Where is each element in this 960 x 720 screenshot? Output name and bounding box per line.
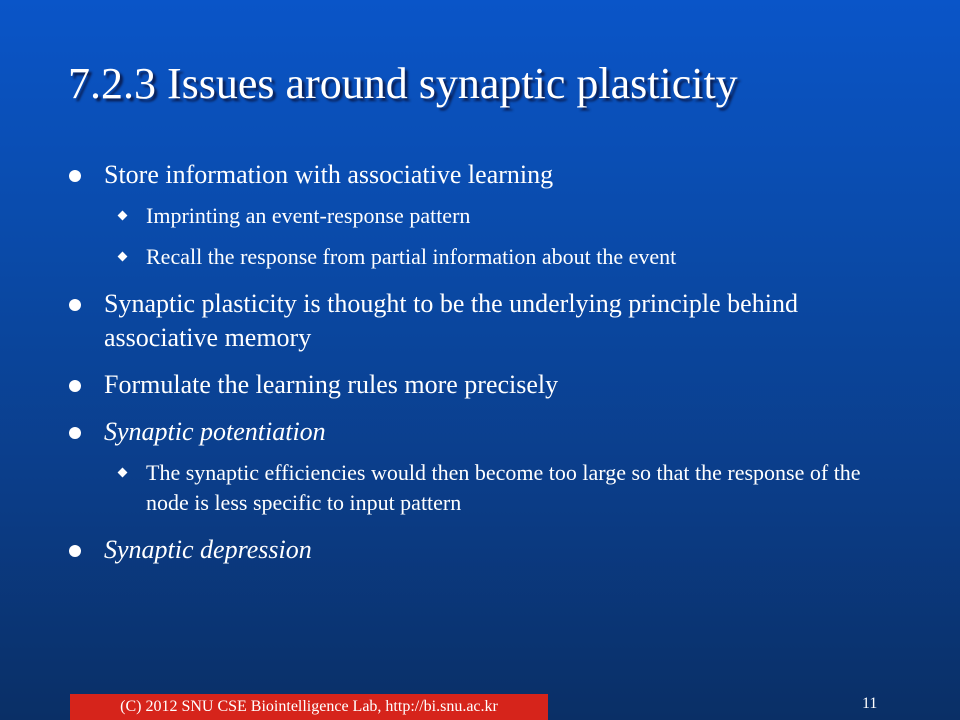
diamond-icon bbox=[118, 468, 128, 478]
bullet-dot-icon bbox=[69, 545, 81, 557]
bullet-text: Store information with associative learning bbox=[104, 160, 554, 189]
bullet-text: Synaptic depression bbox=[104, 535, 312, 564]
bullet-text: Synaptic potentiation bbox=[104, 417, 326, 446]
slide-title: 7.2.3 Issues around synaptic plasticity bbox=[68, 59, 738, 108]
sub-bullet-text: Recall the response from partial information about the event bbox=[146, 244, 677, 269]
sub-bullet-text: The synaptic efficiencies would then become too large so that the response of the node is less specific to input pattern bbox=[146, 460, 861, 515]
bullet-dot-icon bbox=[69, 299, 81, 311]
bullet-item bbox=[66, 287, 896, 355]
diamond-icon bbox=[118, 211, 128, 221]
diamond-icon bbox=[118, 252, 128, 262]
bullet-text: Formulate the learning rules more precisely bbox=[104, 370, 559, 399]
bullet-dot-icon bbox=[69, 170, 81, 182]
footer-credit: (C) 2012 SNU CSE Biointelligence Lab, http://bi.snu.ac.kr bbox=[70, 694, 548, 720]
bullet-text: Synaptic plasticity is thought to be the underlying principle behind associative memory bbox=[104, 289, 798, 352]
bullet-item bbox=[66, 533, 896, 567]
page-number: 11 bbox=[862, 695, 878, 712]
bullet-dot-icon bbox=[69, 380, 81, 392]
bullet-item bbox=[66, 368, 896, 402]
sub-bullet-text: Imprinting an event-response pattern bbox=[146, 203, 471, 228]
bullet-list bbox=[66, 158, 896, 580]
bullet-item bbox=[66, 415, 896, 449]
sub-bullet-item bbox=[66, 458, 896, 518]
bullet-item bbox=[66, 158, 896, 192]
sub-bullet-item bbox=[66, 242, 896, 272]
sub-bullet-item bbox=[66, 201, 896, 231]
bullet-dot-icon bbox=[69, 427, 81, 439]
